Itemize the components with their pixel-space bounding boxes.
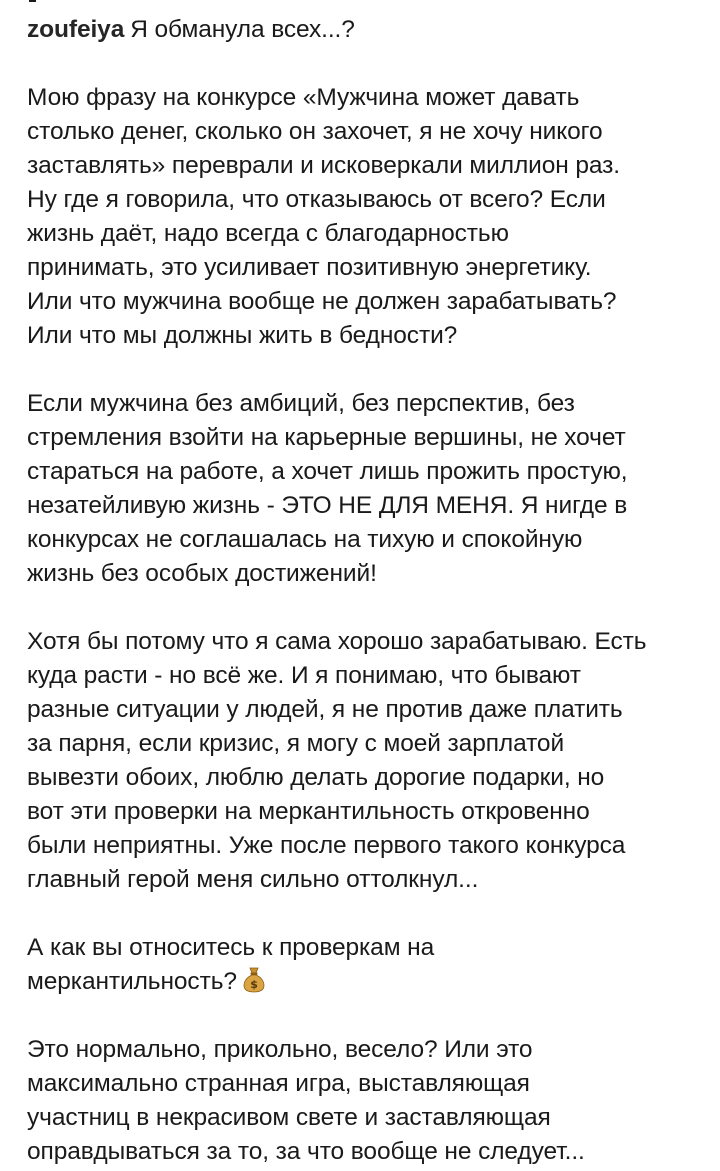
- text-line: стремления взойти на карьерные вершины, не хочет: [27, 424, 626, 451]
- text-line: столько денег, сколько он захочет, я не хочу никого: [27, 118, 603, 145]
- text-line: Мою фразу на конкурсе «Мужчина может давать: [27, 84, 580, 111]
- text-line: Если мужчина без амбиций, без перспектив, без: [27, 390, 575, 417]
- text-line: участниц в некрасивом свете и заставляющая: [27, 1104, 551, 1131]
- text-line: Или что мужчина вообще не должен зарабатывать?: [27, 288, 617, 315]
- paragraph-3: [27, 625, 707, 897]
- text-fragment: меркантильность?: [27, 968, 237, 995]
- text-line: разные ситуации у людей, я не против даже платить: [27, 696, 623, 723]
- paragraph-4: [27, 931, 707, 999]
- cropped-avatar-edge: [27, 0, 51, 2]
- text-line: вот эти проверки на меркантильность откровенно: [27, 798, 590, 825]
- svg-text:$: $: [250, 978, 258, 991]
- post-caption: [27, 13, 707, 1169]
- text-line: жизнь даёт, надо всегда с благодарностью: [27, 220, 509, 247]
- username-link[interactable]: zoufeiya: [27, 16, 125, 43]
- text-line: вывезти обоих, люблю делать дорогие подарки, но: [27, 764, 605, 791]
- text-line: главный герой меня сильно оттолкнул...: [27, 866, 479, 893]
- text-line: жизнь без особых достижений!: [27, 560, 377, 587]
- post-title: Я обманула всех...?: [130, 16, 355, 43]
- text-line: принимать, это усиливает позитивную энергетику.: [27, 254, 592, 281]
- paragraph-2: [27, 387, 707, 591]
- text-line: куда расти - но всё же. И я понимаю, что бывают: [27, 662, 581, 689]
- text-line: конкурсах не соглашалась на тихую и спокойную: [27, 526, 583, 553]
- text-line: максимально странная игра, выставляющая: [27, 1070, 530, 1097]
- text-line: были неприятны. Уже после первого такого конкурса: [27, 832, 626, 859]
- text-line: Это нормально, прикольно, весело? Или это: [27, 1036, 533, 1063]
- text-line: незатейливую жизнь - ЭТО НЕ ДЛЯ МЕНЯ. Я нигде в: [27, 492, 628, 519]
- text-line: оправдываться за то, за что вообще не следует...: [27, 1138, 585, 1165]
- text-line: за парня, если кризис, я могу с моей зарплатой: [27, 730, 565, 757]
- money-bag-icon: [241, 965, 267, 993]
- paragraph-5: [27, 1033, 707, 1169]
- paragraph-1: [27, 81, 707, 353]
- text-line: Ну где я говорила, что отказываюсь от всего? Если: [27, 186, 606, 213]
- text-line: заставлять» переврали и исковеркали миллион раз.: [27, 152, 621, 179]
- text-line: А как вы относитесь к проверкам на: [27, 934, 435, 961]
- text-line: стараться на работе, а хочет лишь прожить простую,: [27, 458, 628, 485]
- text-line-with-emoji: [27, 965, 707, 999]
- text-line: Или что мы должны жить в бедности?: [27, 322, 458, 349]
- caption-header: [27, 13, 707, 47]
- text-line: Хотя бы потому что я сама хорошо зарабатываю. Есть: [27, 628, 647, 655]
